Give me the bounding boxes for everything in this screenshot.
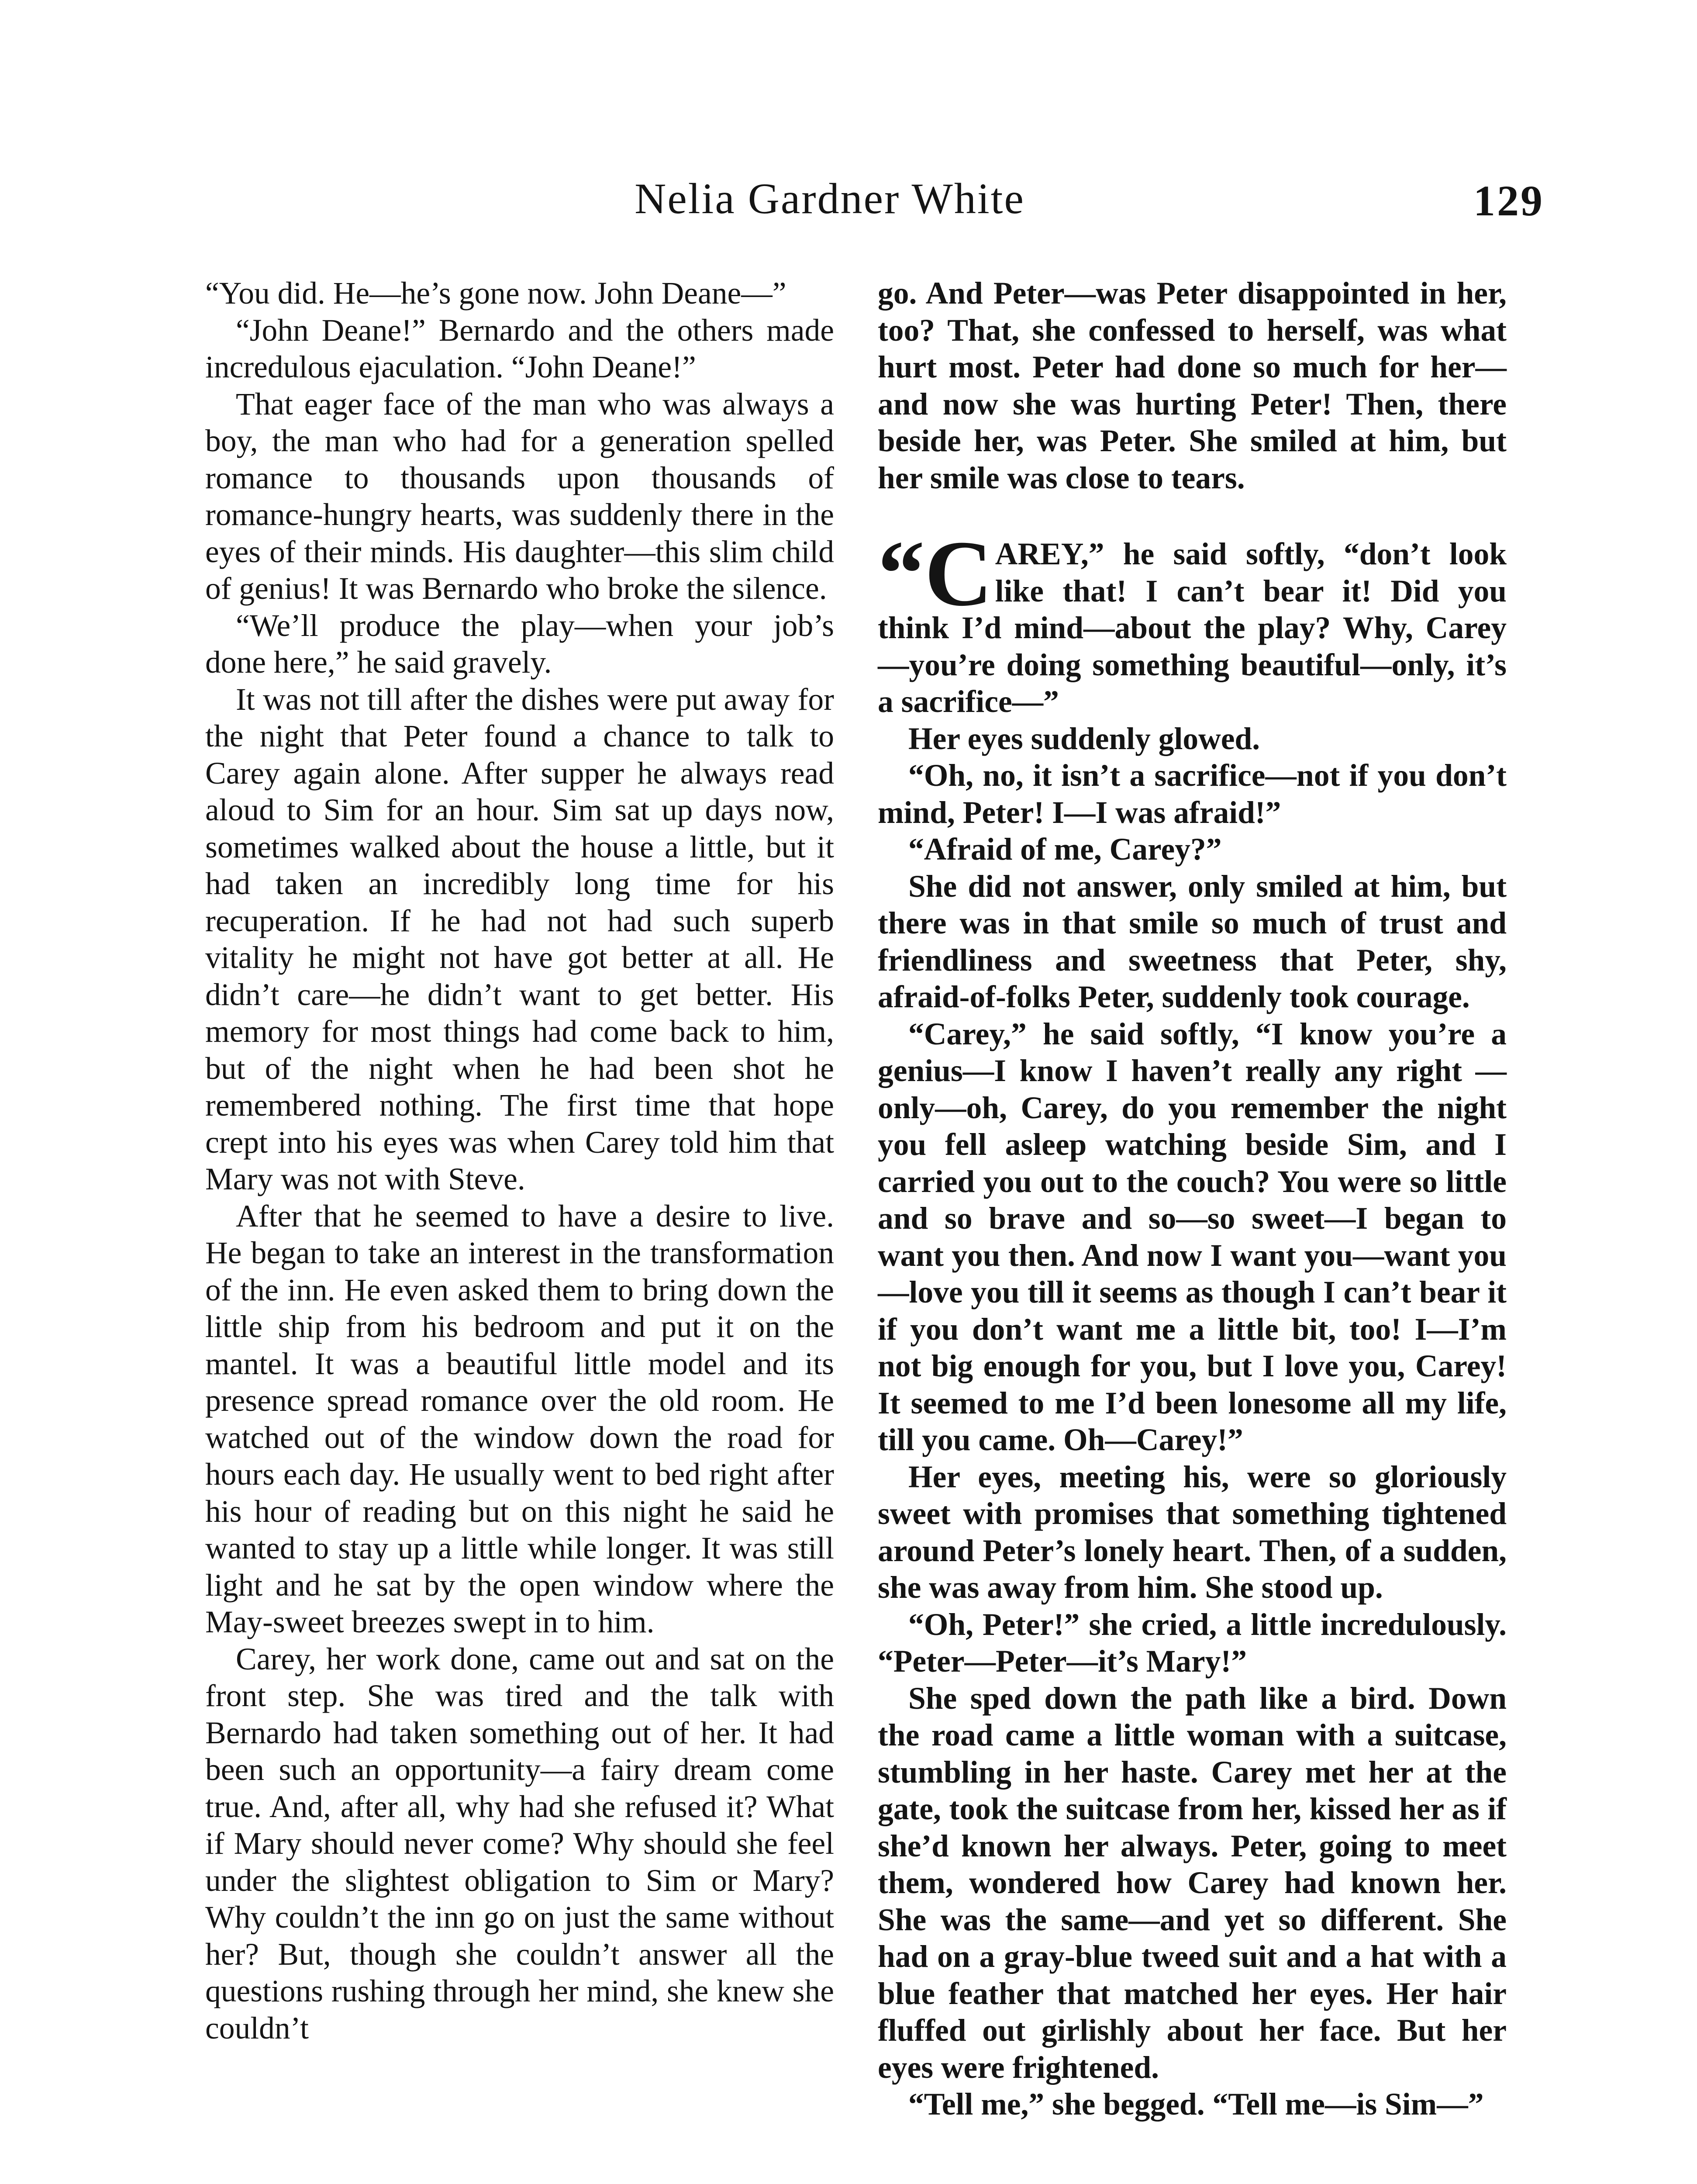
page-number: 129	[1473, 176, 1544, 225]
left-column	[205, 275, 834, 2047]
paragraph: “You did. He—he’s gone now. John Deane—”	[205, 276, 786, 311]
paragraph: “Oh, Peter!” she cried, a little incredulously. “Peter—Peter—it’s Mary!”	[878, 1607, 1507, 1679]
paragraph: Her eyes suddenly glowed.	[908, 721, 1260, 756]
paragraph: That eager face of the man who was always a boy, the man who had for a generation spelled romance to thousands upon thousands of romance-hungry hearts, was suddenly there in the eyes of their minds. His daughter—this slim child of genius! It was Bernardo who broke the silence.	[205, 387, 834, 606]
section-opening-paragraph	[878, 521, 1507, 721]
paragraph: Her eyes, meeting his, were so gloriously sweet with promises that something tightened around Peter’s lonely heart. Then, of a sudden, she was away from him. She stood up.	[878, 1459, 1507, 1605]
right-column	[878, 275, 1507, 2123]
paragraph: She did not answer, only smiled at him, but there was in that smile so much of trust and friendliness and sweetness that Peter, shy, afraid-of-folks Peter, suddenly took courage.	[878, 869, 1507, 1014]
paragraph: “Carey,” he said softly, “I know you’re a genius—I know I haven’t really any right —only—oh, Carey, do you remember the night you fell asleep watching beside Sim, and I carried you out to the couch? You were so little and so brave and so—so sweet—I began to want you then. And now I want you—want you—love you till it seems as though I can’t bear it if you don’t want me a little bit, too! I—I’m not big enough for you, but I love you, Carey! It seemed to me I’d been lonesome all my life, till you came. Oh—Carey!”	[878, 1016, 1507, 1457]
paragraph: “Oh, no, it isn’t a sacrifice—not if you don’t mind, Peter! I—I was afraid!”	[878, 758, 1507, 830]
paragraph: “John Deane!” Bernardo and the others made incredulous ejaculation. “John Deane!”	[205, 313, 834, 384]
running-head-author: Nelia Gardner White	[635, 174, 1025, 223]
paragraph-text: AREY,” he said softly, “don’t look like that! I can’t bear it! Did you think I’d mind—about the play? Why, Carey—you’re doing something beautiful—only, it’s a sacrifice—”	[878, 537, 1507, 719]
paragraph: “We’ll produce the play—when your job’s done here,” he said gravely.	[205, 608, 834, 680]
drop-cap-letter: C	[924, 521, 993, 625]
paragraph: go. And Peter—was Peter disappointed in her, too? That, she confessed to herself, was what hurt most. Peter had done so much for her—and now she was hurting Peter! Then, there beside her, was Peter. She smiled at him, but her smile was close to tears.	[878, 276, 1507, 495]
drop-cap-quote: “	[878, 521, 925, 625]
paragraph: After that he seemed to have a desire to live. He began to take an interest in the transformation of the inn. He even asked them to bring down the little ship from his bedroom and put it on the mantel. It was a beautiful little model and its presence spread romance over the old room. He watched out of the window down the road for hours each day. He usually went to bed right after his hour of reading but on this night he said he wanted to stay up a little while longer. It was still light and he sat by the open window where the May-sweet breezes swept in to him.	[205, 1199, 834, 1639]
paragraph: It was not till after the dishes were put away for the night that Peter found a chance to talk to Carey again alone. After supper he always read aloud to Sim for an hour. Sim sat up days now, sometimes walked about the house a little, but it had taken an incredibly long time for his recuperation. If he had not had such superb vitality he might not have got better at all. He didn’t care—he didn’t want to get better. His memory for most things had come back to him, but of the night when he had been shot he remembered nothing. The first time that hope crept into his eyes was when Carey told him that Mary was not with Steve.	[205, 682, 834, 1196]
paragraph: “Afraid of me, Carey?”	[908, 832, 1222, 867]
drop-cap	[878, 521, 993, 625]
paragraph: Carey, her work done, came out and sat on the front step. She was tired and the talk with Bernardo had taken something out of her. It had been such an opportunity—a fairy dream come true. And, after all, why had she refused it? What if Mary should never come? Why should she feel under the slightest obligation to Sim or Mary? Why couldn’t the inn go on just the same without her? But, though she couldn’t answer all the questions rushing through her mind, she knew she couldn’t	[205, 1641, 834, 2046]
paragraph: She sped down the path like a bird. Down the road came a little woman with a suitcase, stumbling in her haste. Carey met her at the gate, took the suitcase from her, kissed her as if she’d known her always. Peter, going to meet them, wondered how Carey had known her. She was the same—and yet so different. She had on a gray-blue tweed suit and a hat with a blue feather that matched her eyes. Her hair fluffed out girlishly about her face. But her eyes were frightened.	[878, 1681, 1507, 2085]
paragraph: “Tell me,” she begged. “Tell me—is Sim—”	[908, 2087, 1484, 2122]
